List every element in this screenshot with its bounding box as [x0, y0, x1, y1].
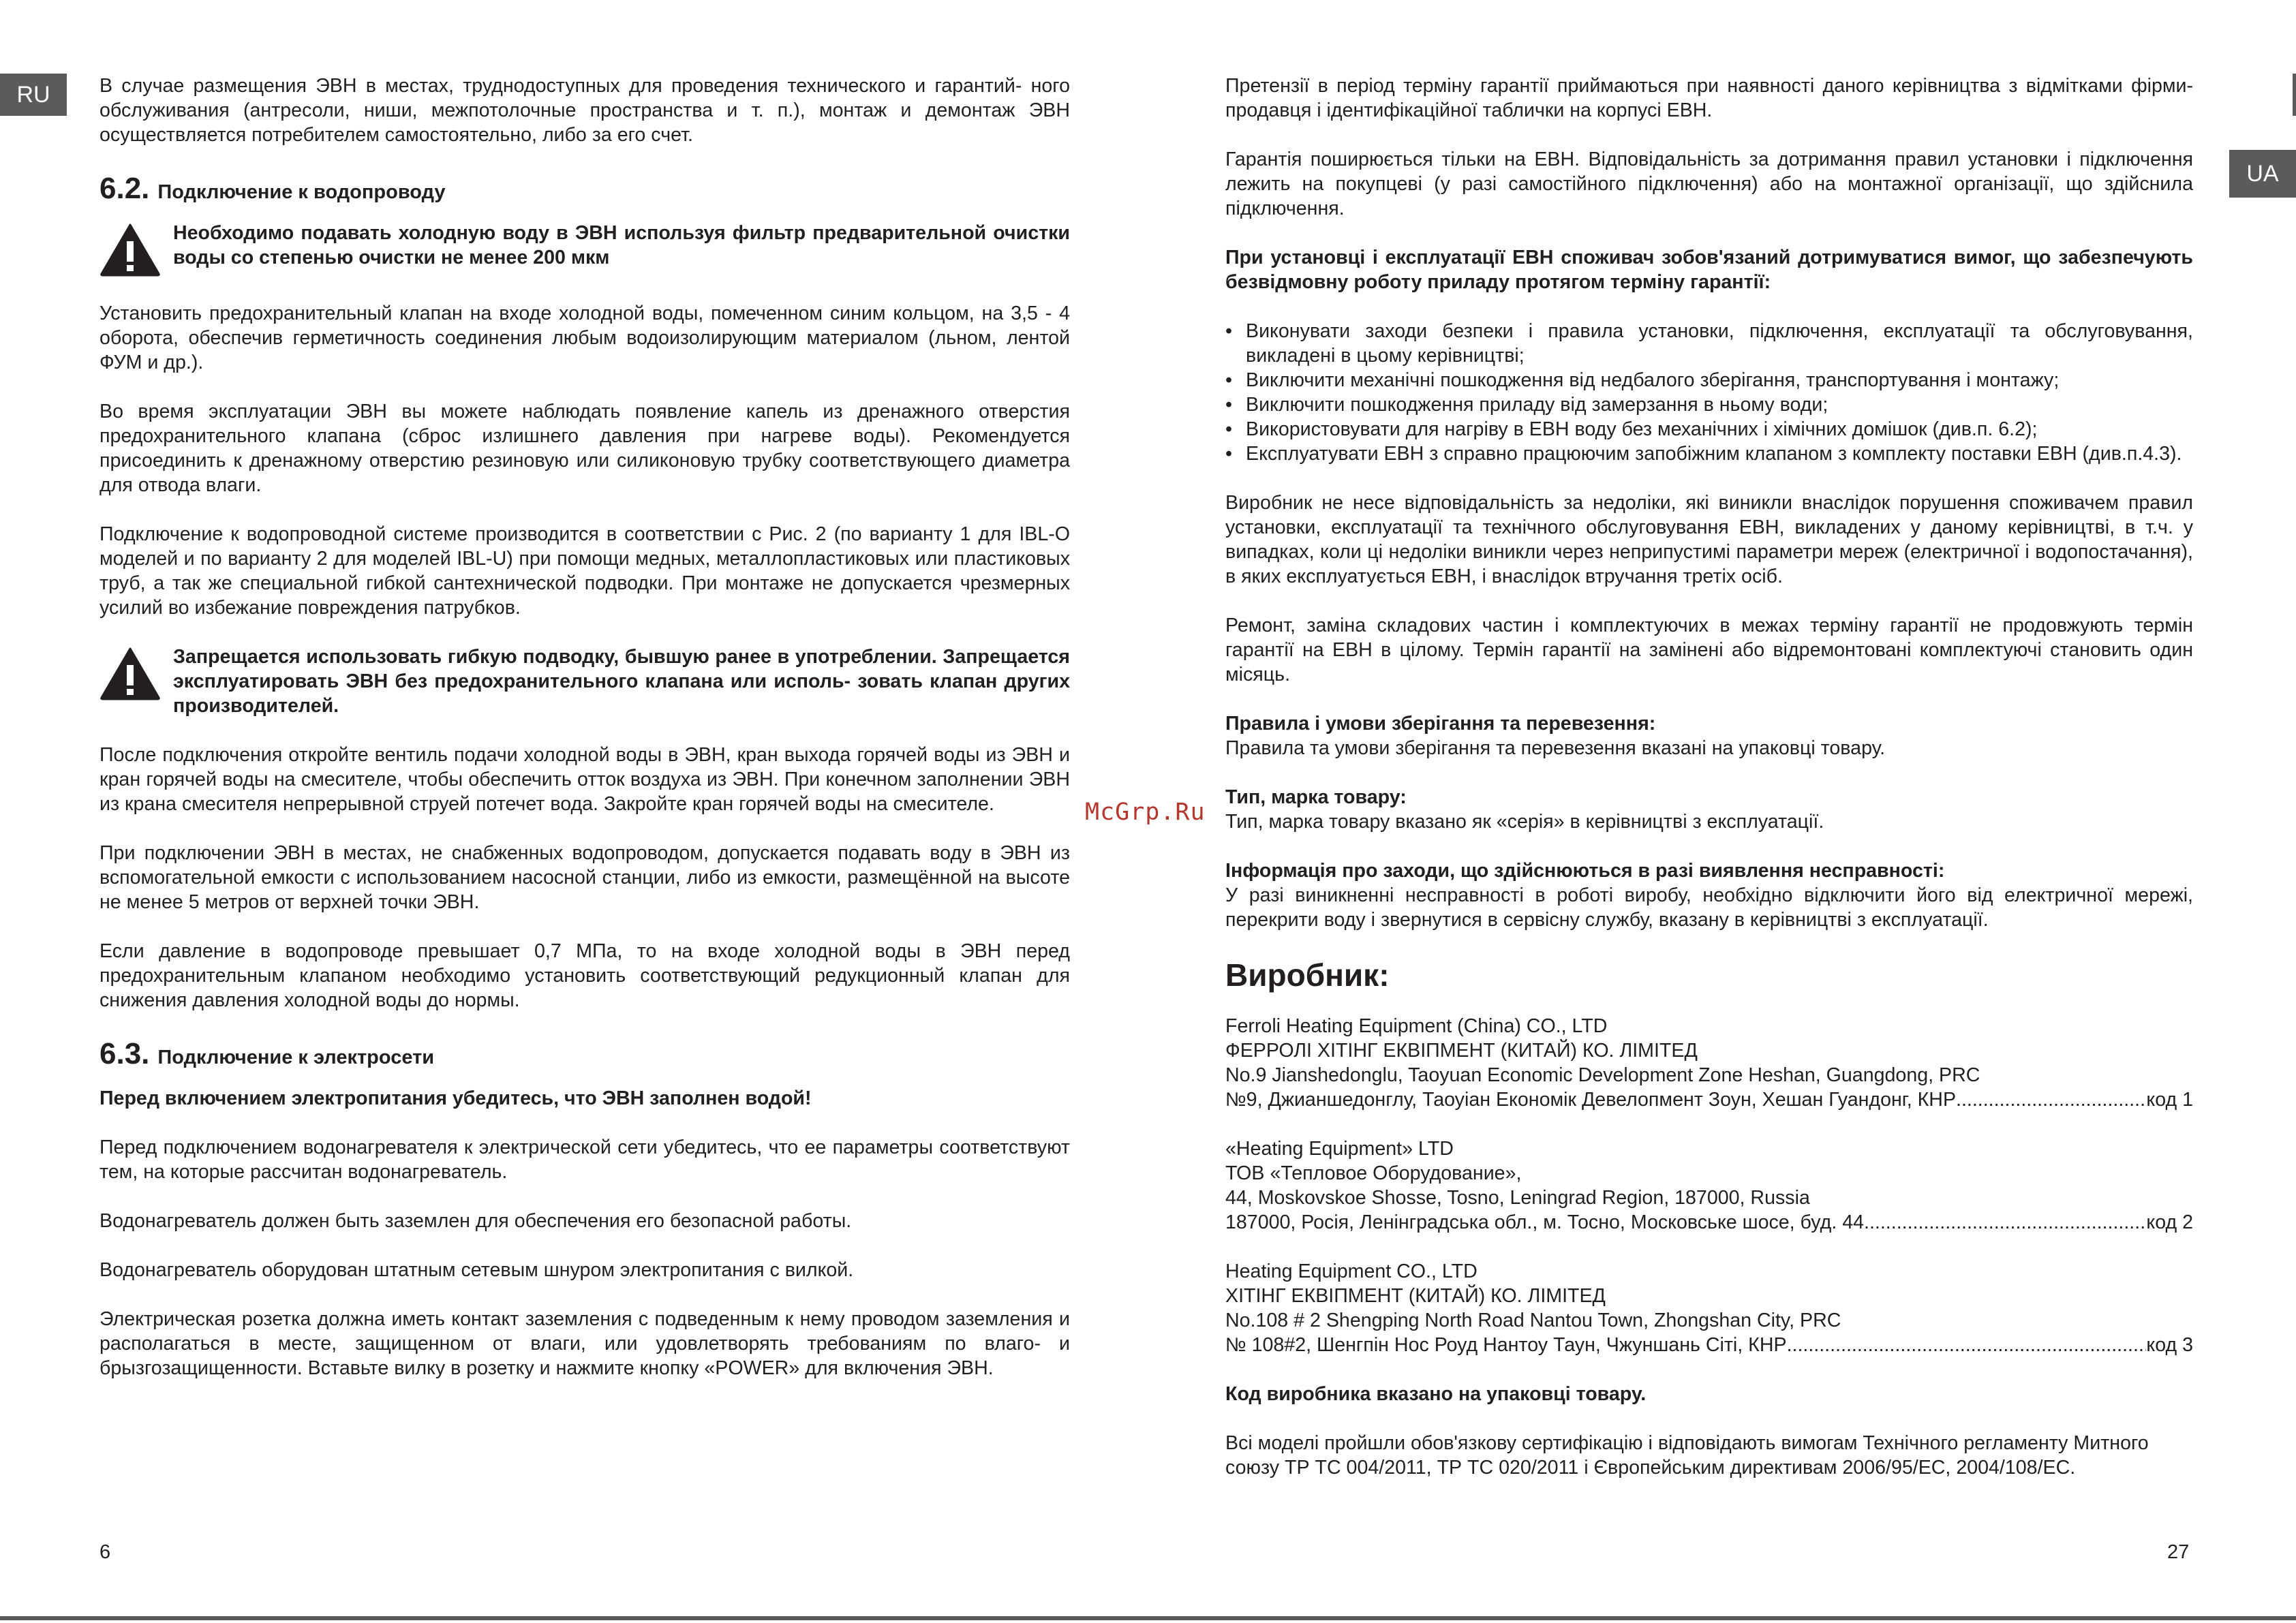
mfr-line: «Heating Equipment» LTD — [1225, 1138, 1454, 1160]
mfr-line: 44, Moskovskoe Shosse, Tosno, Leningrad Region, 187000, Russia — [1225, 1187, 1810, 1209]
page-number-right: 27 — [2167, 1541, 2190, 1563]
type-text: Тип, марка товару вказано як «серія» в керівництві з експлуатації. — [1225, 811, 1824, 833]
section-title: Подключение к водопроводу — [157, 181, 446, 203]
mfr-address-with-code — [1225, 1210, 2193, 1235]
watermark: McGrp.Ru — [1085, 799, 1206, 826]
dot-leader — [1956, 1087, 2146, 1112]
warning-block — [100, 221, 1070, 277]
manufacturer-code-note: Код виробника вказано на упаковці товару. — [1225, 1383, 1647, 1405]
paragraph: Установить предохранительный клапан на входе холодной воды, помеченном синим кольцом, на 3,5 - 4 оборота, обеспечив герметичность соединения любым водоизолирующим материалом (льном, лентой ФУМ и др.). — [100, 303, 1070, 373]
section-heading-6-2 — [100, 172, 1070, 206]
paragraph: Во время эксплуатации ЭВН вы можете наблюдать появление капель из дренажного отверстия предохранительного клапана (сброс излишнего давления при нагреве воды). Рекомендуется присоединить к дренажному отверстию резиновую или силиконовую трубку соответствующего диаметра для отвода влаги. — [100, 401, 1070, 496]
paragraph: Виробник не несе відповідальність за недоліки, які виникли внаслідок порушення споживачем правил установки, експлуатації та технічного обслуговування ЕВН, викладених у даному керівництві, в т.ч. у випадках, коли ці недоліки виникли через неприпустимі параметри мереж (електричної і водопостачання), в яких експлуатується ЕВН, і внаслідок втручання третіх осіб. — [1225, 492, 2193, 587]
page-edge-tab — [2293, 74, 2296, 116]
storage-text: Правила та умови зберігання та перевезення вказані на упаковці товару. — [1225, 737, 1886, 759]
paragraph: В случае размещения ЭВН в местах, труднодоступных для проведения технического и гарантий- ного обслуживания (антресоли, ниши, межпотолочные пространства и т. п.), монтаж и демонтаж ЭВН осуществляется потребителем самостоятельно, либо за его счет. — [100, 75, 1070, 146]
paragraph: Перед подключением водонагревателя к электрической сети убедитесь, что ее параметры соответствуют тем, на которые рассчитан водонагреватель. — [100, 1137, 1070, 1183]
paragraph: Ремонт, заміна складових частин і комплектуючих в межах терміну гарантії не продовжують термін гарантії на ЕВН в цілому. Термін гарантії на замінені або відремонтовані комплектуючі становить один місяць. — [1225, 615, 2193, 685]
paragraph: Электрическая розетка должна иметь контакт заземления с подведенным к нему проводом заземления и располагаться в месте, защищенном от влаги, или удовлетворять требованиям по влаго- и брызгозащищенности. Вставьте вилку в розетку и нажмите кнопку «POWER» для включения ЭВН. — [100, 1308, 1070, 1379]
type-heading: Тип, марка товару: — [1225, 786, 1407, 808]
lang-tab-ua: UA — [2229, 150, 2296, 198]
paragraph: Претензії в період терміну гарантії приймаються при наявності даного керівництва з відмітками фірми-продавця і ідентифікаційної таблички на корпусі ЕВН. — [1225, 75, 2193, 121]
mfr-line: ТОВ «Тепловое Оборудование», — [1225, 1162, 1522, 1184]
mfr-code: код 2 — [2146, 1211, 2193, 1233]
bold-notice: Перед включением электропитания убедитесь, что ЭВН заполнен водой! — [100, 1087, 812, 1109]
warning-icon — [100, 222, 161, 277]
mfr-line: ХІТІНГ ЕКВІПМЕНТ (КИТАЙ) КО. ЛІМІТЕД — [1225, 1285, 1606, 1307]
malfunction-heading: Інформація про заходи, що здійснюються в разі виявлення несправності: — [1225, 860, 1945, 882]
certification-text: Всі моделі пройшли обов'язкову сертифікацію і відповідають вимогам Технічного регламенту Митного союзу ТР ТС 004/2011, ТР ТС 020/2011 і Європейським директивам 2006/95/ЕС, 2004/108/ЕС. — [1225, 1432, 2149, 1479]
section-number: 6.3. — [100, 1037, 150, 1070]
malfunction-info — [1225, 859, 2193, 932]
paragraph: Водонагреватель оборудован штатным сетевым шнуром электропитания с вилкой. — [100, 1259, 854, 1281]
paragraph: При подключении ЭВН в местах, не снабженных водопроводом, допускается подавать воду в ЭВН из вспомогательной емкости с использованием насосной станции, либо из емкости, размещённой на высоте не менее 5 метров от верхней точки ЭВН. — [100, 842, 1070, 913]
malfunction-text: У разі виникненні несправності в роботі виробу, необхідно відключити його від електричної мережі, перекрити воду і звернутися в сервісну службу, вказану в керівництві з експлуатації. — [1225, 884, 2193, 931]
bold-paragraph: При установці і експлуатації ЕВН споживач зобов'язаний дотримуватися вимог, що забезпечують безвідмовну роботу приладу протягом терміну гарантії: — [1225, 247, 2193, 293]
manufacturer-entry-1 — [1225, 1014, 2193, 1112]
mfr-line: № 108#2, Шенгпін Нос Роуд Нантоу Таун, Чжуншань Сіті, КНР — [1225, 1334, 1787, 1356]
bottom-rule — [0, 1616, 2296, 1620]
type-info — [1225, 785, 2193, 834]
mfr-code: код 3 — [2146, 1334, 2193, 1356]
dot-leader — [1864, 1210, 2146, 1235]
manufacturer-heading: Виробник: — [1225, 957, 1390, 993]
right-page-column — [1225, 74, 2193, 1504]
mfr-line: Heating Equipment CO., LTD — [1225, 1261, 1478, 1282]
warning-text: Запрещается использовать гибкую подводку, бывшую ранее в употреблении. Запрещается эксплуатировать ЭВН без предохранительного клапана или исполь- зовать клапан других производителей. — [173, 646, 1070, 717]
warning-icon — [100, 646, 161, 700]
warning-block — [100, 645, 1070, 718]
warning-text: Необходимо подавать холодную воду в ЭВН используя фильтр предварительной очистки воды со степенью очистки не менее 200 мкм — [173, 222, 1070, 268]
section-number: 6.2. — [100, 172, 150, 205]
section-title: Подключение к электросети — [157, 1047, 435, 1068]
list-item: • Виключити механічні пошкодження від недбалого зберігання, транспортування і монтажу; — [1225, 368, 2193, 392]
list-item: • Виконувати заходи безпеки і правила установки, підключення, експлуатації та обслуговування, викладені в цьому керівництві; — [1225, 319, 2193, 368]
left-page-column — [100, 74, 1070, 1405]
paragraph: Гарантія поширюється тільки на ЕВН. Відповідальність за дотримання правил установки і підключення лежить на покупцеві (у разі самостійного підключення) або на монтажної організації, що здійснила підключення. — [1225, 149, 2193, 219]
manufacturer-entry-2 — [1225, 1137, 2193, 1235]
section-heading-6-3 — [100, 1037, 1070, 1071]
paragraph: Подключение к водопроводной системе производится в соответствии с Рис. 2 (по варианту 1 для IBL-O моделей и по варианту 2 для моделей IBL-U) при помощи медных, металлопластиковых или пластиковых труб, а так же специальной гибкой сантехнической подводки. При монтаже не допускается чрезмерных усилий во избежание повреждения патрубков. — [100, 523, 1070, 619]
storage-heading: Правила і умови зберігання та перевезення: — [1225, 713, 1656, 735]
mfr-line: No.108 # 2 Shengping North Road Nantou Town, Zhongshan City, PRC — [1225, 1310, 1841, 1331]
list-item: • Виключити пошкодження приладу від замерзання в ньому води; — [1225, 392, 2193, 417]
mfr-address-with-code — [1225, 1087, 2193, 1112]
paragraph: После подключения откройте вентиль подачи холодной воды в ЭВН, кран выхода горячей воды из ЭВН и кран горячей воды на смесителе, чтобы обеспечить отток воздуха из ЭВН. При конечном заполнении ЭВН из крана смесителя непрерывной струей потечет вода. Закройте кран горячей воды на смесителе. — [100, 744, 1070, 815]
mfr-line: ФЕРРОЛІ ХІТІНГ ЕКВІПМЕНТ (КИТАЙ) КО. ЛІМІТЕД — [1225, 1040, 1698, 1062]
mfr-line: №9, Джианшедонглу, Таоуіан Економік Девелопмент Зоун, Хешан Гуандонг, КНР — [1225, 1089, 1957, 1111]
manufacturer-entry-3 — [1225, 1259, 2193, 1357]
mfr-line: 187000, Росія, Ленінградська обл., м. Тосно, Московське шосе, буд. 44 — [1225, 1211, 1865, 1233]
lang-tab-ru: RU — [0, 74, 67, 116]
page-number-left: 6 — [100, 1541, 111, 1563]
mfr-line: Ferroli Heating Equipment (China) CO., LTD — [1225, 1015, 1608, 1037]
list-item: • Експлуатувати ЕВН з справно працюючим запобіжним клапаном з комплекту поставки ЕВН (див.п.4.3). — [1225, 442, 2193, 466]
dot-leader — [1787, 1333, 2147, 1357]
storage-info — [1225, 711, 2193, 760]
mfr-code: код 1 — [2146, 1089, 2193, 1111]
requirements-list — [1225, 319, 2193, 466]
list-item: • Використовувати для нагріву в ЕВН воду без механічних і хімічних домішок (див.п. 6.2); — [1225, 417, 2193, 442]
paragraph: Водонагреватель должен быть заземлен для обеспечения его безопасной работы. — [100, 1210, 852, 1232]
mfr-address-with-code — [1225, 1333, 2193, 1357]
mfr-line: No.9 Jianshedonglu, Taoyuan Economic Development Zone Heshan, Guangdong, PRC — [1225, 1064, 1980, 1086]
paragraph: Если давление в водопроводе превышает 0,7 МПа, то на входе холодной воды в ЭВН перед предохранительным клапаном необходимо установить соответствующий редукционный клапан для снижения давления холодной воды до нормы. — [100, 940, 1070, 1011]
